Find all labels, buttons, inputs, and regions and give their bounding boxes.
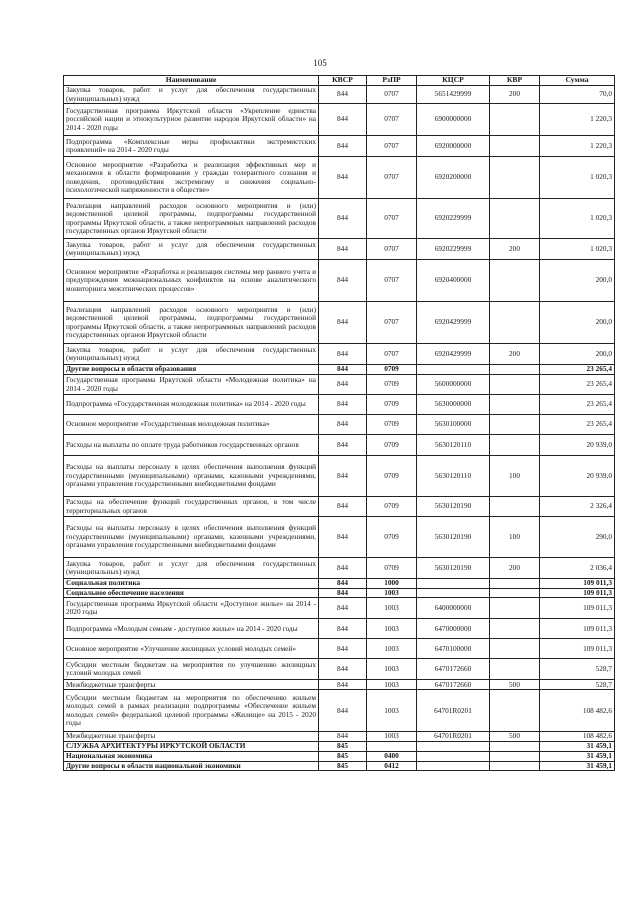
row-name: Расходы на выплаты персоналу в целях обеспечения выполнения функций государственными (муниципальными) органами, казенными учреждениями, органами управления государственными внебюджетными фондами: [64, 456, 319, 497]
row-kvr: [490, 365, 540, 375]
table-row: [64, 136, 615, 157]
row-kvsr: 845: [319, 761, 367, 771]
row-name: Межбюджетные трансферты: [64, 732, 319, 742]
row-kcsr: 6920229999: [417, 239, 490, 260]
row-kvsr: 844: [319, 690, 367, 732]
row-kcsr: 5630120110: [417, 435, 490, 456]
table-row: [64, 588, 615, 598]
row-sum: 1 020,3: [540, 157, 615, 199]
row-rzpr: 1003: [367, 588, 417, 598]
row-sum: 1 220,3: [540, 104, 615, 136]
row-kvr: [490, 761, 540, 771]
row-kvsr: 844: [319, 415, 367, 435]
row-sum: 2 326,4: [540, 497, 615, 517]
row-kvsr: 844: [319, 456, 367, 497]
row-kcsr: 6400000000: [417, 598, 490, 619]
row-kvr: [490, 375, 540, 395]
row-kvsr: 844: [319, 732, 367, 742]
row-rzpr: 1003: [367, 732, 417, 742]
row-kvr: 200: [490, 86, 540, 104]
row-rzpr: 1003: [367, 680, 417, 690]
row-kcsr: 5630100000: [417, 415, 490, 435]
row-kvr: [490, 395, 540, 415]
row-rzpr: 0707: [367, 302, 417, 344]
row-sum: 1 020,3: [540, 199, 615, 239]
row-sum: 20 939,0: [540, 456, 615, 497]
table-row: [64, 751, 615, 761]
row-kcsr: 6920000000: [417, 136, 490, 157]
header-name: Наименование: [64, 76, 319, 86]
row-kvsr: 844: [319, 375, 367, 395]
row-kcsr: 5630120190: [417, 517, 490, 558]
table-row: [64, 741, 615, 751]
row-rzpr: 0707: [367, 239, 417, 260]
row-rzpr: 1003: [367, 598, 417, 619]
row-kvsr: 844: [319, 659, 367, 680]
row-kvr: [490, 136, 540, 157]
row-rzpr: 0412: [367, 761, 417, 771]
header-kcsr: КЦСР: [417, 76, 490, 86]
row-name: Социальная политика: [64, 579, 319, 589]
row-kcsr: 6470172660: [417, 680, 490, 690]
row-sum: 31 459,1: [540, 741, 615, 751]
row-kvr: [490, 497, 540, 517]
row-kvr: [490, 741, 540, 751]
row-name: СЛУЖБА АРХИТЕКТУРЫ ИРКУТСКОЙ ОБЛАСТИ: [64, 741, 319, 751]
row-kvr: [490, 659, 540, 680]
table-row: [64, 598, 615, 619]
row-name: Основное мероприятие «Улучшение жилищных условий молодых семей»: [64, 639, 319, 659]
row-name: Подпрограмма «Молодым семьям - доступное жилье» на 2014 - 2020 годы: [64, 619, 319, 639]
row-kvsr: 844: [319, 239, 367, 260]
row-rzpr: 0707: [367, 136, 417, 157]
row-name: Межбюджетные трансферты: [64, 680, 319, 690]
row-kvsr: 844: [319, 365, 367, 375]
row-sum: 23 265,4: [540, 395, 615, 415]
row-kvsr: 844: [319, 344, 367, 365]
table-row: [64, 761, 615, 771]
header-kvsr: КВСР: [319, 76, 367, 86]
row-name: Государственная программа Иркутской области «Укрепление единства российской нации и этнокультурное развитие народов Иркутской области» на 2014 - 2020 годы: [64, 104, 319, 136]
row-sum: 109 011,3: [540, 639, 615, 659]
row-kvsr: 844: [319, 302, 367, 344]
row-kvsr: 845: [319, 751, 367, 761]
row-name: Субсидии местным бюджетам на мероприятия по улучшению жилищных условий молодых семей: [64, 659, 319, 680]
row-name: Государственная программа Иркутской области «Молодежная политика» на 2014 - 2020 годы: [64, 375, 319, 395]
row-kvr: [490, 579, 540, 589]
row-sum: 528,7: [540, 680, 615, 690]
row-rzpr: 0707: [367, 344, 417, 365]
row-name: Подпрограмма «Комплексные меры профилактики экстремистских проявлений» на 2014 - 2020 годы: [64, 136, 319, 157]
table-row: [64, 680, 615, 690]
row-sum: 23 265,4: [540, 365, 615, 375]
table-row: [64, 619, 615, 639]
table-row: [64, 659, 615, 680]
row-name: Государственная программа Иркутской области «Доступное жилье» на 2014 - 2020 годы: [64, 598, 319, 619]
row-kcsr: 6900000000: [417, 104, 490, 136]
row-sum: 200,0: [540, 344, 615, 365]
row-rzpr: 0709: [367, 395, 417, 415]
table-row: [64, 199, 615, 239]
row-sum: 290,0: [540, 517, 615, 558]
row-kcsr: 5630120190: [417, 497, 490, 517]
row-name: Основное мероприятие «Разработка и реализация системы мер раннего учета и предупреждения межнациональных конфликтов на основе аналитического мониторинга межэтнических процессов»: [64, 260, 319, 302]
row-sum: 1 020,3: [540, 239, 615, 260]
row-rzpr: [367, 741, 417, 751]
row-kcsr: 6470172660: [417, 659, 490, 680]
row-kvr: [490, 639, 540, 659]
table-row: [64, 302, 615, 344]
row-kvr: [490, 302, 540, 344]
row-kcsr: 5630120110: [417, 456, 490, 497]
row-kvsr: 844: [319, 136, 367, 157]
header-rzpr: РзПР: [367, 76, 417, 86]
row-sum: 109 011,3: [540, 619, 615, 639]
row-sum: 23 265,4: [540, 375, 615, 395]
row-kvr: 200: [490, 239, 540, 260]
row-name: Национальная экономика: [64, 751, 319, 761]
row-rzpr: 0709: [367, 415, 417, 435]
row-rzpr: 0400: [367, 751, 417, 761]
table-row: [64, 456, 615, 497]
row-rzpr: 0707: [367, 260, 417, 302]
table-row: [64, 415, 615, 435]
row-name: Социальное обеспечение населения: [64, 588, 319, 598]
table-row: [64, 639, 615, 659]
table-row: [64, 732, 615, 742]
row-kvr: 200: [490, 344, 540, 365]
row-kcsr: 5600000000: [417, 375, 490, 395]
row-rzpr: 1003: [367, 659, 417, 680]
table-row: [64, 104, 615, 136]
row-kcsr: [417, 761, 490, 771]
row-kcsr: 64701R0201: [417, 690, 490, 732]
row-name: Основное мероприятие «Разработка и реализация эффективных мер и механизмов в области формирования у граждан толерантного сознания и поведения, противодействия экстремизму и снижения социально-психологической напряженности в обществе»: [64, 157, 319, 199]
row-kvsr: 844: [319, 104, 367, 136]
row-kvr: 500: [490, 732, 540, 742]
row-rzpr: 1003: [367, 619, 417, 639]
row-kvr: 100: [490, 517, 540, 558]
row-kvr: [490, 199, 540, 239]
row-kvsr: 844: [319, 86, 367, 104]
row-sum: 2 036,4: [540, 558, 615, 579]
row-sum: 108 482,6: [540, 732, 615, 742]
row-kvsr: 844: [319, 395, 367, 415]
row-kvsr: 844: [319, 435, 367, 456]
row-sum: 108 482,6: [540, 690, 615, 732]
row-sum: 31 459,1: [540, 761, 615, 771]
row-rzpr: 1003: [367, 639, 417, 659]
row-kcsr: 6920429999: [417, 344, 490, 365]
row-sum: 1 220,3: [540, 136, 615, 157]
row-kvr: [490, 415, 540, 435]
row-rzpr: 0709: [367, 558, 417, 579]
row-kvsr: 844: [319, 157, 367, 199]
row-name: Закупка товаров, работ и услуг для обеспечения государственных (муниципальных) нужд: [64, 344, 319, 365]
row-kcsr: 6920429999: [417, 302, 490, 344]
row-kvr: 500: [490, 680, 540, 690]
row-kcsr: [417, 741, 490, 751]
row-rzpr: 0709: [367, 497, 417, 517]
row-rzpr: 1003: [367, 690, 417, 732]
row-kcsr: [417, 588, 490, 598]
page-number: 105: [313, 58, 327, 68]
row-kvr: [490, 588, 540, 598]
row-sum: 109 011,3: [540, 579, 615, 589]
table-row: [64, 395, 615, 415]
table-row: [64, 86, 615, 104]
row-kcsr: 5630000000: [417, 395, 490, 415]
row-rzpr: 0709: [367, 435, 417, 456]
row-sum: 109 011,3: [540, 588, 615, 598]
row-kvr: [490, 598, 540, 619]
row-kvsr: 844: [319, 517, 367, 558]
table-row: [64, 690, 615, 732]
table-row: [64, 260, 615, 302]
row-sum: 70,0: [540, 86, 615, 104]
row-kvsr: 844: [319, 598, 367, 619]
row-rzpr: 0709: [367, 375, 417, 395]
row-kvr: [490, 751, 540, 761]
row-name: Расходы на обеспечение функций государственных органов, в том числе территориальных органов: [64, 497, 319, 517]
row-sum: 200,0: [540, 260, 615, 302]
row-rzpr: 0707: [367, 104, 417, 136]
row-sum: 23 265,4: [540, 415, 615, 435]
row-sum: 528,7: [540, 659, 615, 680]
row-kcsr: 6470000000: [417, 619, 490, 639]
row-kvsr: 844: [319, 579, 367, 589]
row-kvsr: 844: [319, 260, 367, 302]
row-kcsr: 5651429999: [417, 86, 490, 104]
table-row: [64, 344, 615, 365]
budget-table: [63, 75, 615, 771]
table-body: [64, 86, 615, 771]
table-row: [64, 579, 615, 589]
row-rzpr: 0707: [367, 86, 417, 104]
table-row: [64, 239, 615, 260]
row-sum: 109 011,3: [540, 598, 615, 619]
row-sum: 20 939,0: [540, 435, 615, 456]
table-row: [64, 157, 615, 199]
row-kvsr: 844: [319, 680, 367, 690]
row-sum: 200,0: [540, 302, 615, 344]
header-kvr: КВР: [490, 76, 540, 86]
row-kcsr: 6920200000: [417, 157, 490, 199]
row-kvr: [490, 690, 540, 732]
table-row: [64, 365, 615, 375]
row-rzpr: 1000: [367, 579, 417, 589]
row-kcsr: [417, 365, 490, 375]
row-kvr: 100: [490, 456, 540, 497]
row-kvsr: 845: [319, 741, 367, 751]
row-name: Подпрограмма «Государственная молодежная политика» на 2014 - 2020 годы: [64, 395, 319, 415]
row-kvr: [490, 104, 540, 136]
row-name: Реализация направлений расходов основного мероприятия и (или) ведомственной целевой программы, подпрограммы государственной программы Иркутской области, а также непрограммных направлений расходов государственных органов Иркутской области: [64, 199, 319, 239]
row-sum: 31 459,1: [540, 751, 615, 761]
row-name: Реализация направлений расходов основного мероприятия и (или) ведомственной целевой программы, подпрограммы государственной программы Иркутской области, а также непрограммных направлений расходов государственных органов Иркутской области: [64, 302, 319, 344]
row-kcsr: [417, 751, 490, 761]
row-kvr: [490, 260, 540, 302]
row-rzpr: 0709: [367, 517, 417, 558]
table-row: [64, 497, 615, 517]
row-name: Субсидии местным бюджетам на мероприятия по обеспечению жильем молодых семей в рамках реализации подпрограммы «Обеспечение жильем молодых семей» федеральной целевой программы «Жилище» на 2015 - 2020 годы: [64, 690, 319, 732]
row-kcsr: 5630120190: [417, 558, 490, 579]
table-header-row: [64, 76, 615, 86]
row-kvr: [490, 435, 540, 456]
row-kvr: [490, 157, 540, 199]
row-kvsr: 844: [319, 588, 367, 598]
row-kcsr: 64701R0201: [417, 732, 490, 742]
row-kvr: 200: [490, 558, 540, 579]
row-kcsr: 6920400000: [417, 260, 490, 302]
row-name: Расходы на выплаты по оплате труда работников государственных органов: [64, 435, 319, 456]
table-row: [64, 375, 615, 395]
row-rzpr: 0709: [367, 456, 417, 497]
row-name: Закупка товаров, работ и услуг для обеспечения государственных (муниципальных) нужд: [64, 558, 319, 579]
row-name: Расходы на выплаты персоналу в целях обеспечения выполнения функций государственными (муниципальными) органами, казенными учреждениями, органами управления государственными внебюджетными фондами: [64, 517, 319, 558]
row-kvsr: 844: [319, 619, 367, 639]
row-name: Закупка товаров, работ и услуг для обеспечения государственных (муниципальных) нужд: [64, 239, 319, 260]
row-rzpr: 0709: [367, 365, 417, 375]
row-kcsr: 6920229999: [417, 199, 490, 239]
row-kvsr: 844: [319, 497, 367, 517]
header-sum: Сумма: [540, 76, 615, 86]
row-name: Другие вопросы в области национальной экономики: [64, 761, 319, 771]
row-name: Закупка товаров, работ и услуг для обеспечения государственных (муниципальных) нужд: [64, 86, 319, 104]
row-rzpr: 0707: [367, 157, 417, 199]
row-rzpr: 0707: [367, 199, 417, 239]
row-name: Другие вопросы в области образования: [64, 365, 319, 375]
row-kvr: [490, 619, 540, 639]
row-name: Основное мероприятие «Государственная молодежная политика»: [64, 415, 319, 435]
row-kvsr: 844: [319, 558, 367, 579]
row-kvsr: 844: [319, 639, 367, 659]
table-row: [64, 517, 615, 558]
table-row: [64, 558, 615, 579]
row-kcsr: 6470100000: [417, 639, 490, 659]
row-kcsr: [417, 579, 490, 589]
table-row: [64, 435, 615, 456]
row-kvsr: 844: [319, 199, 367, 239]
